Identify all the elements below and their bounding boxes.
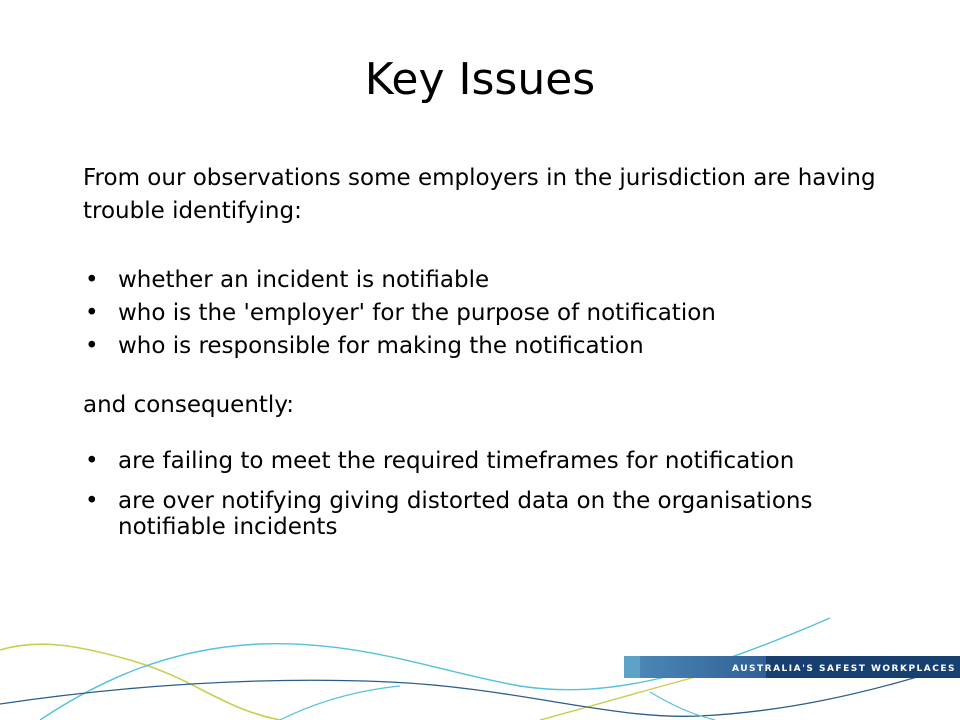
bullet-text: are failing to meet the required timeframes for notification: [118, 448, 795, 474]
bullet-text: who is the 'employer' for the purpose of notification: [118, 300, 716, 326]
list-item: [83, 264, 883, 297]
transition-paragraph: and consequently:: [83, 392, 295, 418]
slide-body: [83, 162, 883, 540]
bullet-icon: •: [85, 448, 99, 474]
wave-line-cyan-2: [280, 686, 400, 720]
list-item: [83, 297, 883, 330]
bullet-text: are over notifying giving distorted data on the organisations notifiable incidents: [118, 488, 813, 540]
intro-paragraph: From our observations some employers in the jurisdiction are having trouble identifying:: [83, 165, 876, 224]
list-item: [83, 488, 883, 540]
list-item: [83, 448, 883, 474]
bullet-list-issues: [83, 264, 883, 363]
bullet-icon: •: [85, 267, 99, 293]
brand-tagline: AUSTRALIA'S SAFEST WORKPLACES: [732, 664, 956, 674]
slide-title: Key Issues: [364, 54, 596, 105]
list-item: [83, 330, 883, 363]
bullet-icon: •: [85, 488, 99, 514]
bullet-text: who is responsible for making the notification: [118, 333, 644, 359]
bullet-list-consequences: [83, 448, 883, 540]
bullet-icon: •: [85, 300, 99, 326]
bullet-text: whether an incident is notifiable: [118, 267, 490, 293]
bullet-icon: •: [85, 333, 99, 359]
